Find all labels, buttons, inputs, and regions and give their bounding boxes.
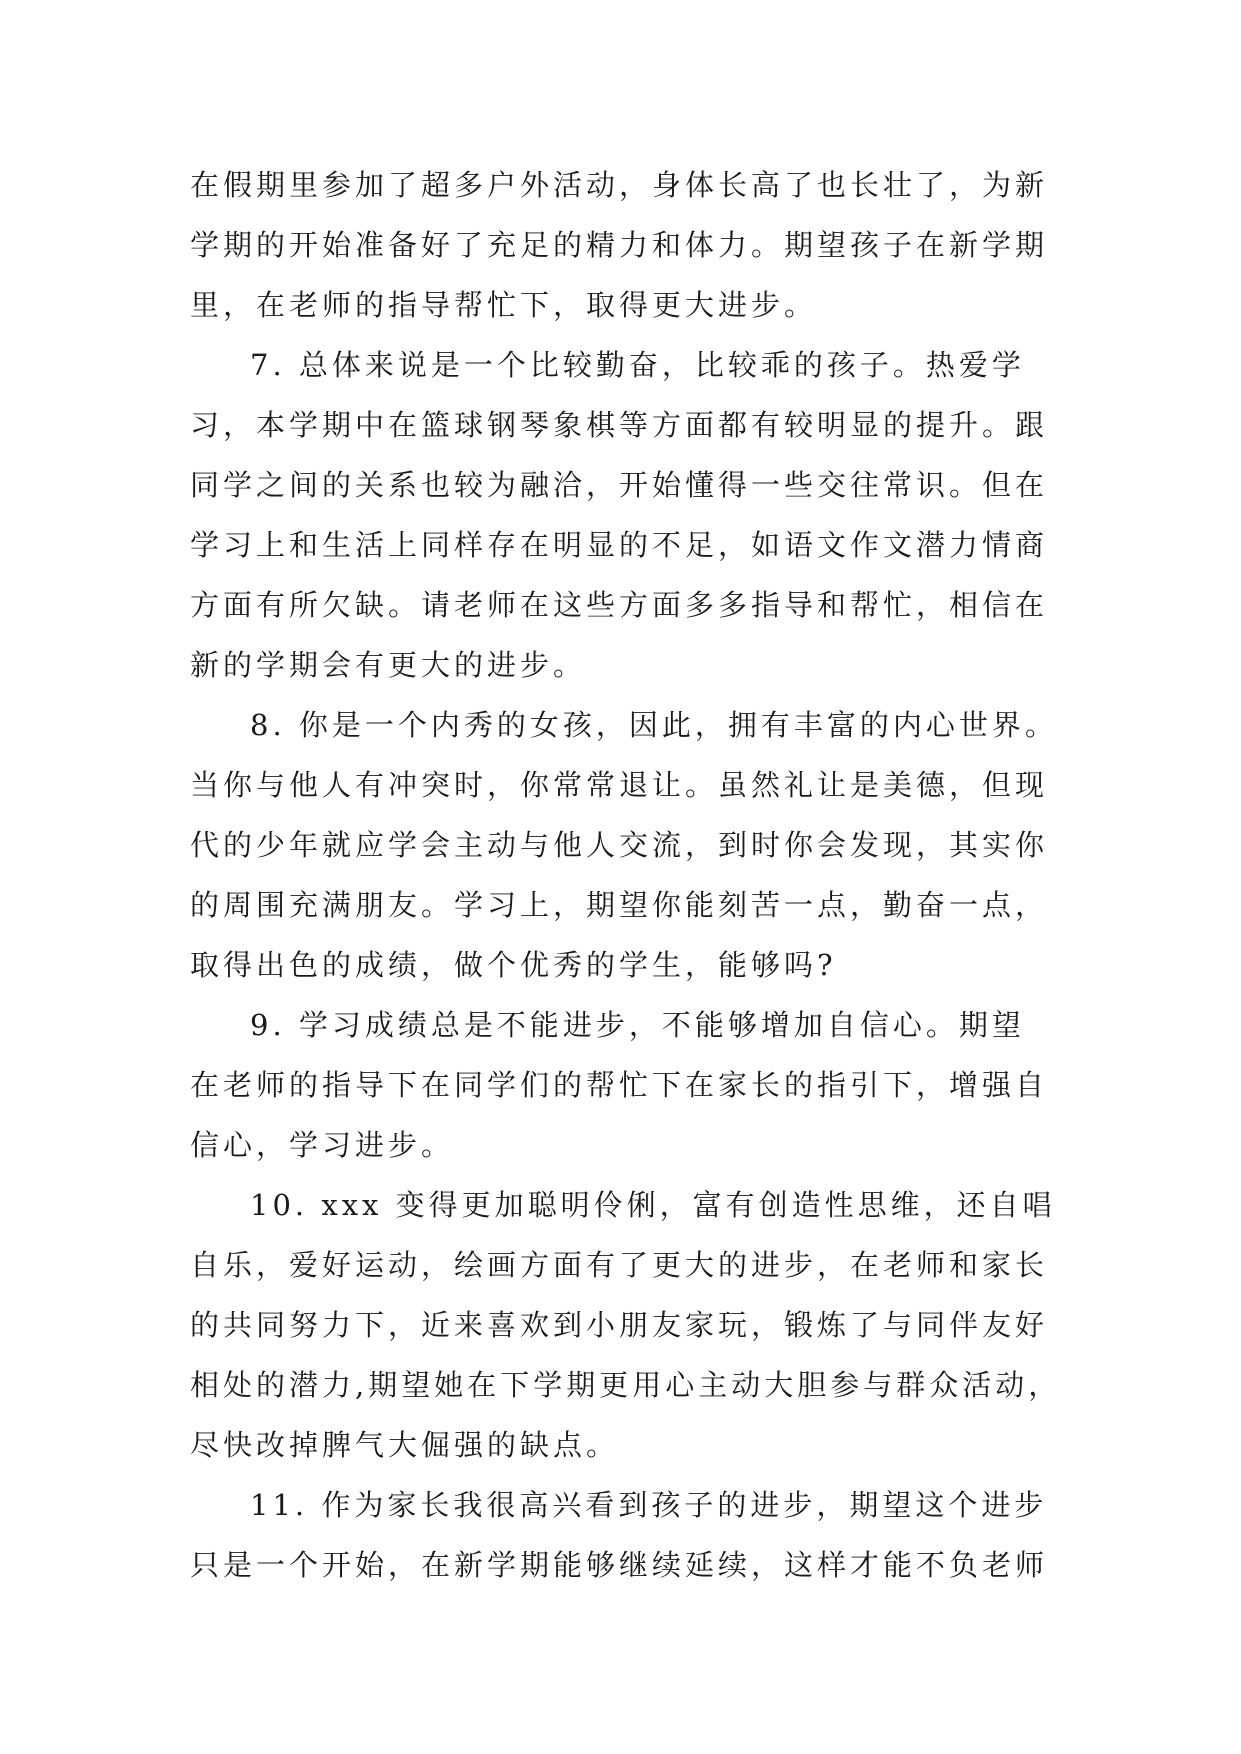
paragraph-first-line: 10. xxx 变得更加聪明伶俐，富有创造性思维，还自唱 bbox=[250, 1188, 1056, 1222]
paragraph-first-line: 9. 学习成绩总是不能进步，不能够增加自信心。期望 bbox=[250, 1008, 1025, 1042]
text-line: 信心，学习进步。 bbox=[190, 1128, 455, 1162]
text-line: 只是一个开始，在新学期能够继续延续，这样才能不负老师 bbox=[190, 1548, 1049, 1582]
text-line: 习，本学期中在篮球钢琴象棋等方面都有较明显的提升。跟 bbox=[190, 408, 1049, 442]
text-line: 里，在老师的指导帮忙下，取得更大进步。 bbox=[190, 288, 818, 322]
text-line: 代的少年就应学会主动与他人交流，到时你会发现，其实你 bbox=[190, 828, 1049, 862]
text-line: 的周围充满朋友。学习上，期望你能刻苦一点，勤奋一点， bbox=[190, 888, 1049, 922]
text-line: 相处的潜力,期望她在下学期更用心主动大胆参与群众活动， bbox=[190, 1368, 1062, 1402]
text-line: 在老师的指导下在同学们的帮忙下在家长的指引下，增强自 bbox=[190, 1068, 1049, 1102]
text-line: 自乐，爱好运动，绘画方面有了更大的进步，在老师和家长 bbox=[190, 1248, 1049, 1282]
text-line: 在假期里参加了超多户外活动，身体长高了也长壮了，为新 bbox=[190, 168, 1049, 202]
text-line: 学习上和生活上同样存在明显的不足，如语文作文潜力情商 bbox=[190, 528, 1049, 562]
paragraph-first-line: 8. 你是一个内秀的女孩，因此，拥有丰富的内心世界。 bbox=[250, 708, 1058, 742]
text-line: 同学之间的关系也较为融洽，开始懂得一些交往常识。但在 bbox=[190, 468, 1049, 502]
text-line: 学期的开始准备好了充足的精力和体力。期望孩子在新学期 bbox=[190, 228, 1049, 262]
text-line: 当你与他人有冲突时，你常常退让。虽然礼让是美德，但现 bbox=[190, 768, 1049, 802]
text-line: 的共同努力下，近来喜欢到小朋友家玩，锻炼了与同伴友好 bbox=[190, 1308, 1049, 1342]
document-body bbox=[190, 155, 1060, 1595]
paragraph-first-line: 11. 作为家长我很高兴看到孩子的进步，期望这个进步 bbox=[250, 1488, 1048, 1522]
text-line: 方面有所欠缺。请老师在这些方面多多指导和帮忙，相信在 bbox=[190, 588, 1049, 622]
text-line: 取得出色的成绩，做个优秀的学生，能够吗? bbox=[190, 948, 837, 982]
text-line: 新的学期会有更大的进步。 bbox=[190, 648, 587, 682]
paragraph-first-line: 7. 总体来说是一个比较勤奋，比较乖的孩子。热爱学 bbox=[250, 348, 1025, 382]
text-line: 尽快改掉脾气大倔强的缺点。 bbox=[190, 1428, 620, 1462]
